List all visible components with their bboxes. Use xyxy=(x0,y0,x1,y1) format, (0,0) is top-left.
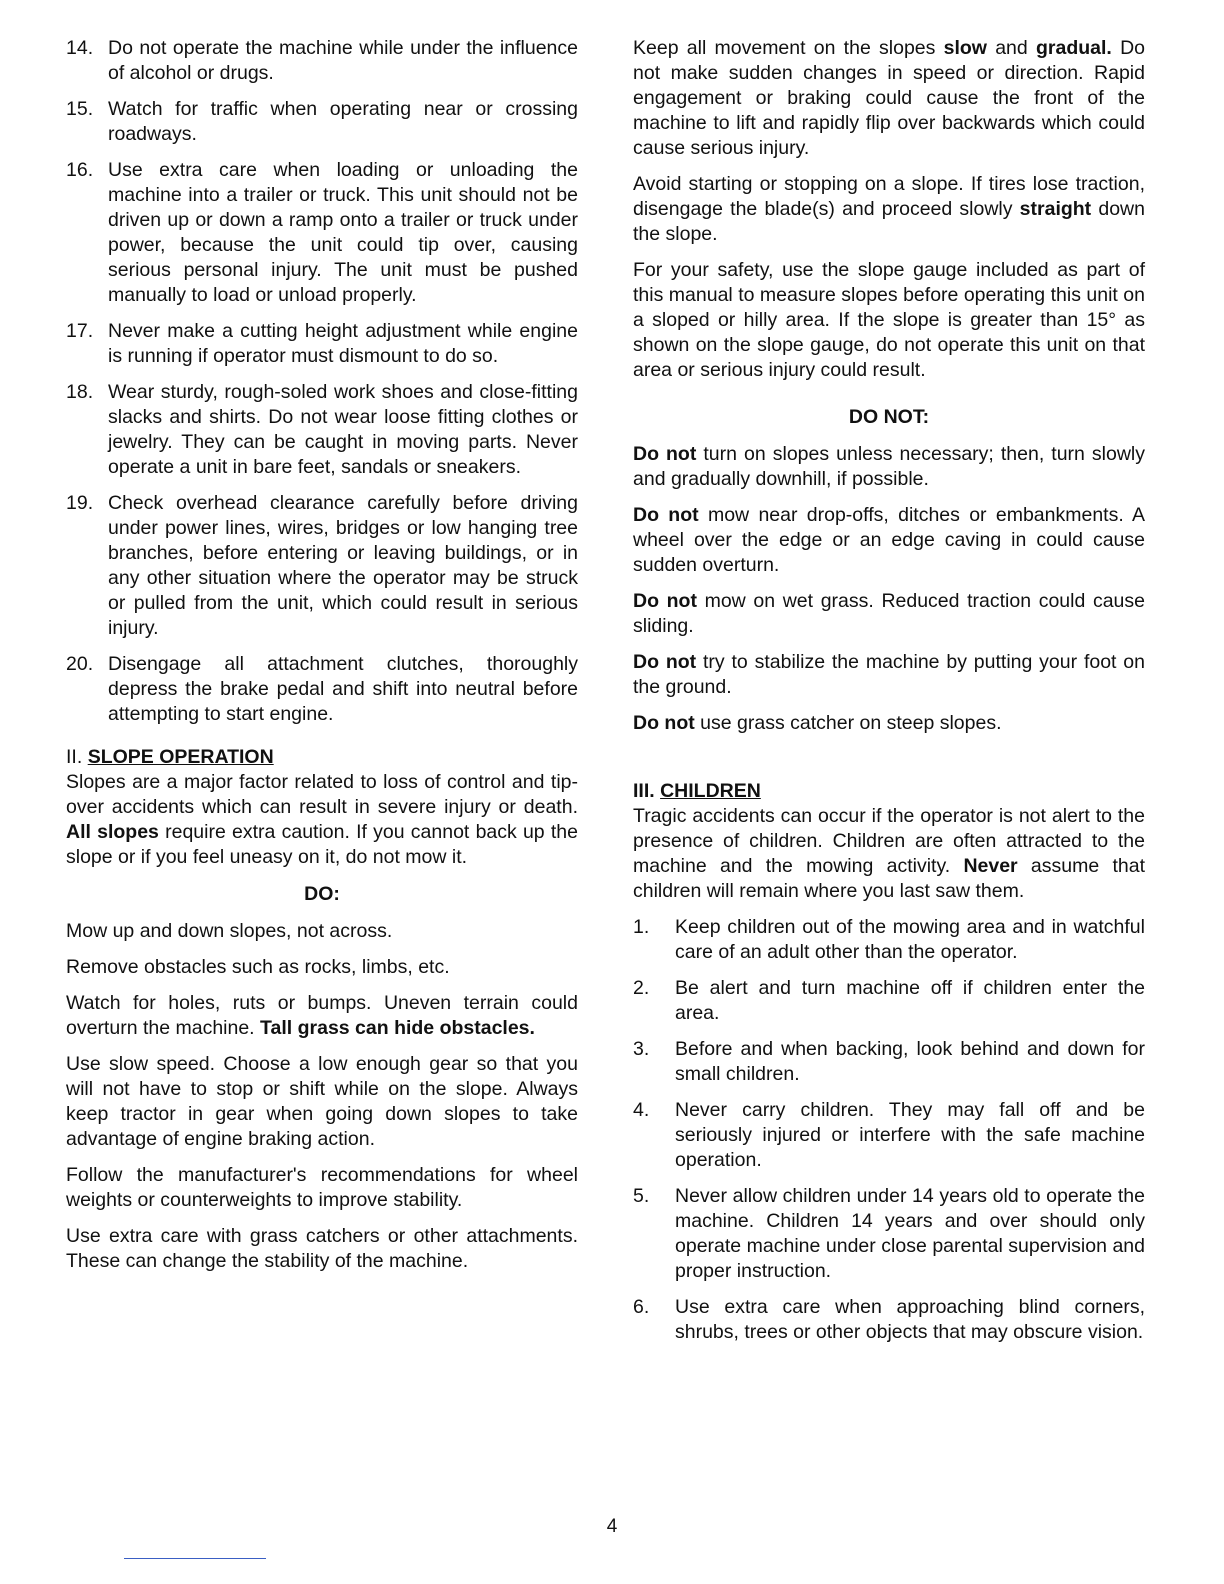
list-item: 6. Use extra care when approaching blind corners, shrubs, trees or other objects that may obscure vision. xyxy=(633,1296,1145,1343)
list-item: 20. Disengage all attachment clutches, thoroughly depress the brake pedal and shift into neutral before attempting to start engine. xyxy=(66,653,578,725)
list-item: 2. Be alert and turn machine off if children enter the area. xyxy=(633,977,1145,1024)
list-item: 18. Wear sturdy, rough-soled work shoes and close-fitting slacks and shirts. Do not wear loose fitting clothes or jewelry. They can be caught in moving parts. Never operate a unit in bare feet, sandals or sneakers. xyxy=(66,381,578,478)
list-item: 1. Keep children out of the mowing area and in watchful care of an adult other than the operator. xyxy=(633,916,1145,963)
section-heading-children: III. CHILDREN xyxy=(633,780,761,802)
do-paragraph: Use slow speed. Choose a low enough gear so that you will not have to stop or shift while on the slope. Always keep tractor in gear when going down slopes to take advantage of engine braking action. xyxy=(66,1053,578,1150)
do-not-paragraph: Do not try to stabilize the machine by putting your foot on the ground. xyxy=(633,651,1145,698)
slope-paragraph: Avoid starting or stopping on a slope. If tires lose traction, disengage the blade(s) and proceed slowly straight down the slope. xyxy=(633,173,1145,245)
right-column xyxy=(633,36,1145,1356)
left-column xyxy=(66,36,578,1285)
do-paragraph: Remove obstacles such as rocks, limbs, etc. xyxy=(66,956,450,978)
children-intro: Tragic accidents can occur if the operator is not alert to the presence of children. Children are often attracted to the machine and the mowing activity. Never assume that children will remain where you last saw them. xyxy=(633,805,1145,902)
list-item: 14. Do not operate the machine while under the influence of alcohol or drugs. xyxy=(66,37,578,84)
list-item: 17. Never make a cutting height adjustment while engine is running if operator must dismount to do so. xyxy=(66,320,578,367)
slope-paragraph: Keep all movement on the slopes slow and gradual. Do not make sudden changes in speed or direction. Rapid engagement or braking could cause the front of the machine to lift and rapidly flip over backwards which could cause serious injury. xyxy=(633,37,1146,159)
section-heading-slope: II. SLOPE OPERATION xyxy=(66,746,274,768)
do-paragraph: Follow the manufacturer's recommendations for wheel weights or counterweights to improve stability. xyxy=(66,1164,578,1211)
section-title: CHILDREN xyxy=(660,780,761,802)
slope-paragraph: For your safety, use the slope gauge included as part of this manual to measure slopes before operating this unit on a sloped or hilly area. If the slope is greater than 15° as shown on the slope gauge, do not operate this unit on that area or serious injury could result. xyxy=(633,259,1145,381)
list-item: 5. Never allow children under 14 years old to operate the machine. Children 14 years and over should only operate machine under close parental supervision and proper instruction. xyxy=(633,1185,1145,1282)
do-paragraph: Use extra care with grass catchers or other attachments. These can change the stability of the machine. xyxy=(66,1225,578,1272)
do-not-paragraph: Do not use grass catcher on steep slopes. xyxy=(633,712,1002,734)
do-not-heading: DO NOT: xyxy=(848,406,930,428)
list-item: 15. Watch for traffic when operating near or crossing roadways. xyxy=(66,98,578,145)
do-not-paragraph: Do not mow on wet grass. Reduced traction could cause sliding. xyxy=(633,590,1145,637)
list-item: 3. Before and when backing, look behind and down for small children. xyxy=(633,1038,1145,1085)
list-item: 4. Never carry children. They may fall off and be seriously injured or interfere with the safe machine operation. xyxy=(633,1099,1145,1171)
list-item: 19. Check overhead clearance carefully before driving under power lines, wires, bridges or low hanging tree branches, before entering or leaving buildings, or in any other situation where the operator may be struck or pulled from the unit, which could result in serious injury. xyxy=(66,492,578,639)
list-item: 16. Use extra care when loading or unloading the machine into a trailer or truck. This unit should not be driven up or down a ramp onto a trailer or truck under power, because the unit could tip over, causing serious personal injury. The unit must be pushed manually to load or unload properly. xyxy=(66,159,578,306)
slope-intro: Slopes are a major factor related to loss of control and tip-over accidents which can result in severe injury or death. All slopes require extra caution. If you cannot back up the slope or if you feel uneasy on it, do not mow it. xyxy=(66,771,578,868)
do-not-paragraph: Do not turn on slopes unless necessary; then, turn slowly and gradually downhill, if possible. xyxy=(633,443,1145,490)
do-heading: DO: xyxy=(304,883,340,905)
do-not-paragraph: Do not mow near drop-offs, ditches or embankments. A wheel over the edge or an edge caving in could cause sudden overturn. xyxy=(633,504,1146,576)
do-paragraph: Mow up and down slopes, not across. xyxy=(66,920,393,942)
footer-rule xyxy=(124,1558,266,1559)
section-title: SLOPE OPERATION xyxy=(87,746,274,768)
do-paragraph: Watch for holes, ruts or bumps. Uneven terrain could overturn the machine. Tall grass can hide obstacles. xyxy=(66,992,578,1039)
page-number: 4 xyxy=(606,1516,618,1537)
